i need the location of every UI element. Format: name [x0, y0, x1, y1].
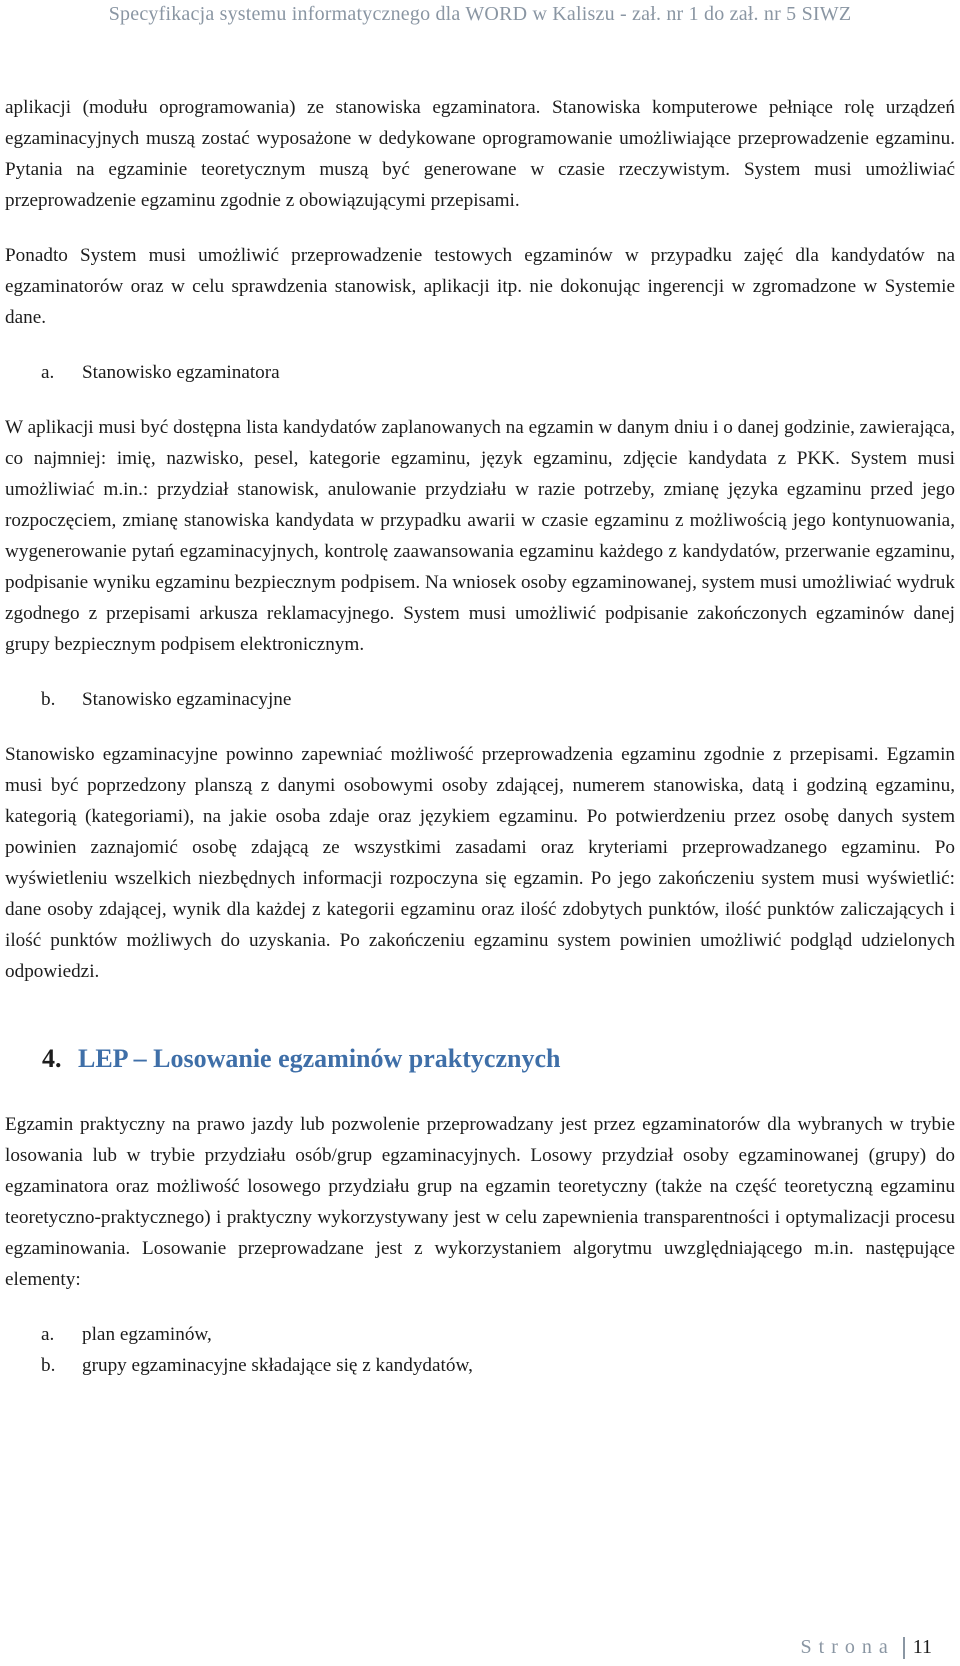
- page-footer: [801, 1636, 932, 1659]
- list-item-label: plan egzaminów,: [82, 1324, 212, 1345]
- paragraph-exam-station: Stanowisko egzaminacyjne powinno zapewniać możliwość przeprowadzenia egzaminu zgodnie z przepisami. Egzamin musi być poprzedzony planszą z danymi osobowymi osoby zdającej, numerem stanowiska, datą i godziną egzaminu, kategorią (kategoriami), na jakie osoba zdaje oraz językiem egzaminu. Po potwierdzeniu przez osobę danych system powinien zaznajomić osobę zdającą ze wszystkimi zasadami oraz kryteriami przeprowadzanego egzaminu. Po wyświetleniu wszelkich niezbędnych informacji rozpoczyna się egzamin. Po jego zakończeniu system musi wyświetlić: dane osoby zdającej, wynik dla każdej z kategorii egzaminu oraz ilość zdobytych punktów, ilość punktów zaliczających i ilość punktów możliwych do uzyskania. Po zakończeniu egzaminu system powinien umożliwić podgląd udzielonych odpowiedzi.: [5, 744, 955, 982]
- section-number: 4.: [42, 1044, 62, 1073]
- list-item: [5, 1319, 955, 1350]
- list-item-label: grupy egzaminacyjne składające się z kandydatów,: [82, 1355, 473, 1376]
- section-heading: [42, 1043, 955, 1074]
- subsection-title: Stanowisko egzaminatora: [82, 362, 280, 383]
- paragraph-practical-exam: Egzamin praktyczny na prawo jazdy lub pozwolenie przeprowadzany jest przez egzaminatorów dla wybranych w trybie losowania lub w trybie przydziału osób/grup egzaminacyjnych. Losowy przydział osoby egzaminowanej (grupy) do egzaminatora oraz możliwość losowego przydziału grup na egzamin teoretyczny (także na część teoretyczną egzaminu teoretyczno-praktycznego) i praktyczny wykorzystywany jest w celu zapewnienia transparentności i optymalizacji procesu egzaminowania. Losowanie przeprowadzane jest z wykorzystaniem algorytmu uwzględniającego m.in. następujące elementy:: [5, 1114, 955, 1290]
- subsection-title: Stanowisko egzaminacyjne: [82, 689, 292, 710]
- list-marker: a.: [41, 1324, 55, 1345]
- list-item: [5, 1350, 955, 1381]
- subsection-exam-station: [5, 684, 955, 715]
- page-header: Specyfikacja systemu informatycznego dla WORD w Kaliszu - zał. nr 1 do zał. nr 5 SIWZ: [108, 3, 852, 25]
- footer-divider: [903, 1637, 905, 1659]
- page-label: Strona: [800, 1636, 895, 1658]
- list-marker: b.: [41, 689, 56, 710]
- paragraph-exam-software: aplikacji (modułu oprogramowania) ze stanowiska egzaminatora. Stanowiska komputerowe pełniące rolę urządzeń egzaminacyjnych muszą zostać wyposażone w dedykowane oprogramowanie umożliwiające przeprowadzenie egzaminu. Pytania na egzaminie teoretycznym muszą być generowane w czasie rzeczywistym. System musi umożliwiać przeprowadzenie egzaminu zgodnie z obowiązującymi przepisami.: [5, 97, 955, 211]
- paragraph-examiner-station: W aplikacji musi być dostępna lista kandydatów zaplanowanych na egzamin w danym dniu i o danej godzinie, zawierająca, co najmniej: imię, nazwisko, pesel, kategorie egzaminu, język egzaminu, zdjęcie kandydata z PKK. System musi umożliwiać m.in.: przydział stanowisk, anulowanie przydziału w razie potrzeby, zmianę języka egzaminu przed jego rozpoczęciem, zmianę stanowiska kandydata w przypadku awarii w czasie egzaminu z możliwością jego kontynuowania, wygenerowanie pytań egzaminacyjnych, kontrolę zaawansowania egzaminu każdego z kandydatów, przerwanie egzaminu, podpisanie wyniku egzaminu bezpiecznym podpisem. Na wniosek osoby egzaminowanej, system musi umożliwiać wydruk zgodnego z przepisami arkusza reklamacyjnego. System musi umożliwić podpisanie zakończonych egzaminów danej grupy bezpiecznym podpisem elektronicznym.: [5, 417, 955, 655]
- document-body: [5, 92, 955, 1381]
- paragraph-test-exams: Ponadto System musi umożliwić przeprowadzenie testowych egzaminów w przypadku zajęć dla kandydatów na egzaminatorów oraz w celu sprawdzenia stanowisk, aplikacji itp. nie dokonując ingerencji w zgromadzone w Systemie dane.: [5, 245, 955, 328]
- list-marker: a.: [41, 362, 55, 383]
- subsection-examiner-station: [5, 357, 955, 388]
- page-number: 11: [912, 1636, 932, 1658]
- list-marker: b.: [41, 1355, 56, 1376]
- section-title: LEP – Losowanie egzaminów praktycznych: [78, 1044, 561, 1073]
